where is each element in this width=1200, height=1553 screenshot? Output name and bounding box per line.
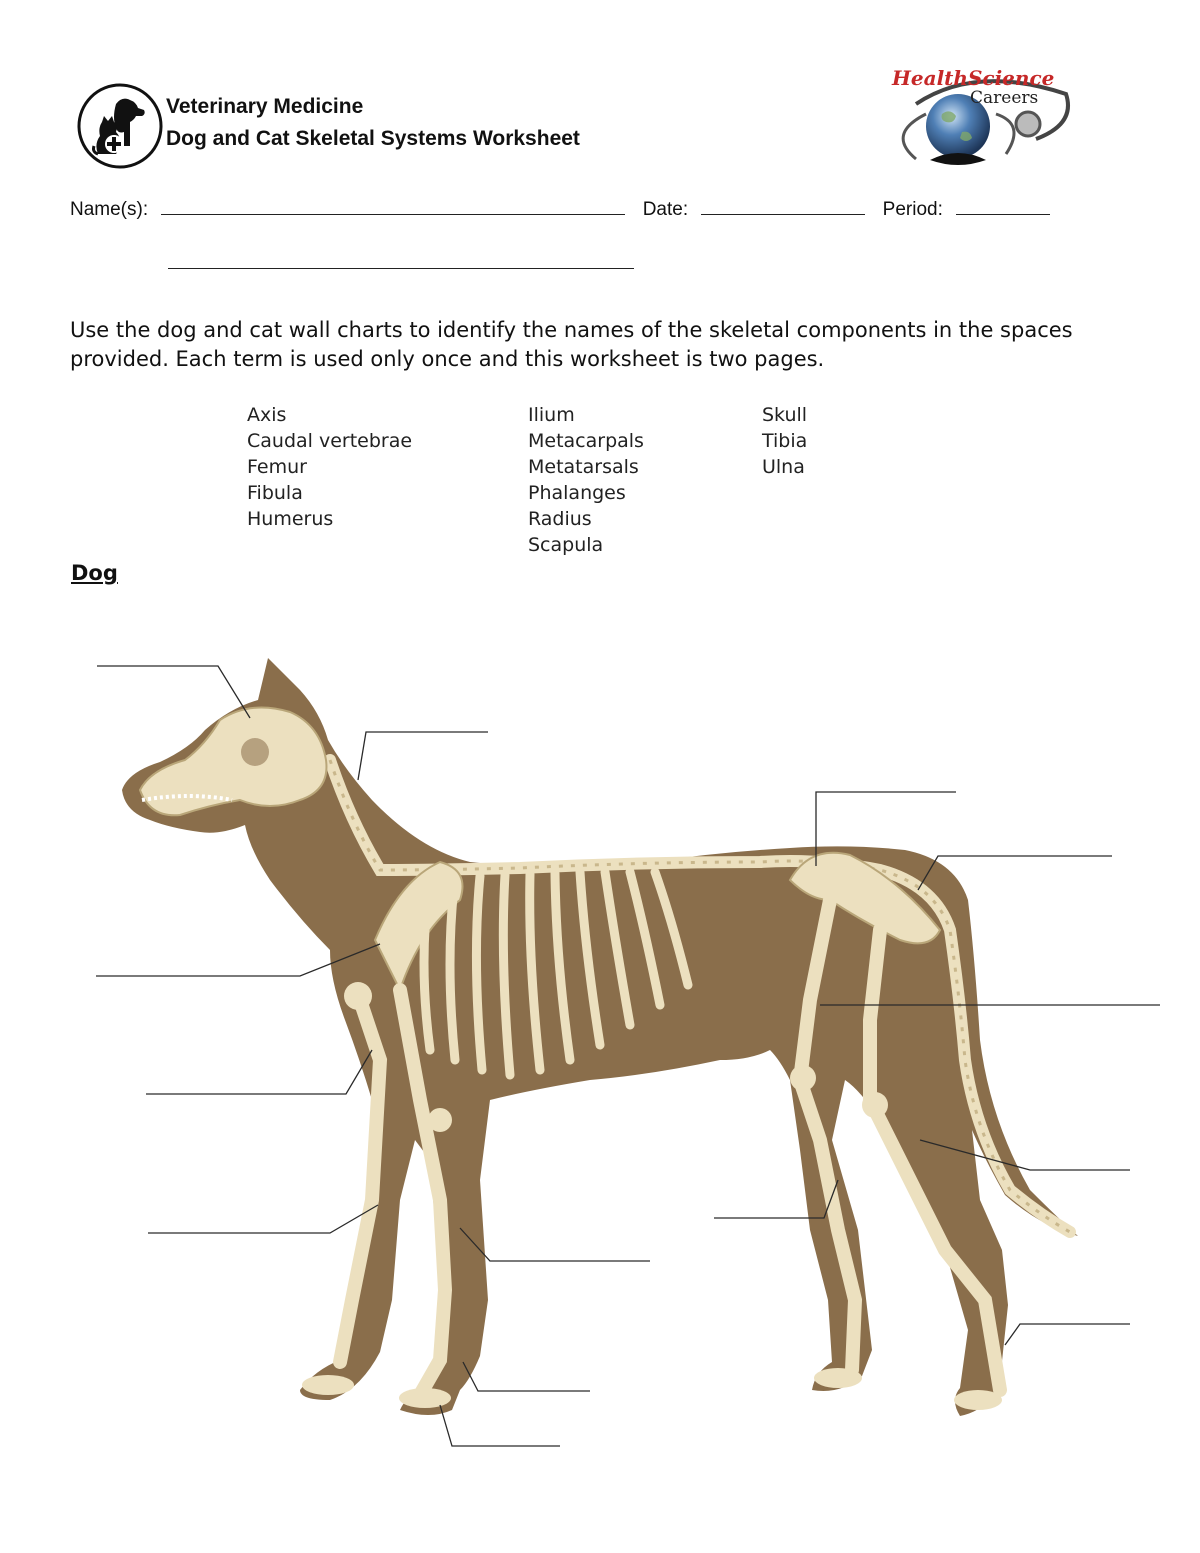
names-blank-second-line[interactable] <box>168 252 634 269</box>
course-title: Veterinary Medicine <box>166 95 364 118</box>
word-bank-term: Metatarsals <box>528 456 639 478</box>
label-line-radius <box>148 1205 378 1233</box>
instructions: Use the dog and cat wall charts to identify the names of the skeletal components in the spaces provided. Each term is used only once and this worksheet is two pages. <box>70 318 1073 371</box>
word-bank-column-2 <box>528 402 644 558</box>
word-bank-term: Femur <box>247 456 307 478</box>
label-line-metacarpals <box>463 1362 590 1391</box>
word-bank-term: Skull <box>762 404 808 426</box>
dog-paws <box>302 1368 1002 1410</box>
date-label: Date: <box>642 199 689 220</box>
names-label: Name(s): <box>70 199 149 220</box>
word-bank-term: Humerus <box>247 508 334 530</box>
word-bank-term: Ilium <box>528 404 575 426</box>
word-bank-term: Caudal vertebrae <box>247 430 413 452</box>
word-bank-term: Radius <box>528 508 592 530</box>
label-line-ulna <box>460 1228 650 1261</box>
health-science-careers-logo <box>886 64 1076 180</box>
label-line-skull <box>97 666 250 718</box>
word-bank-term: Metacarpals <box>528 430 644 452</box>
dog-skeleton-diagram <box>0 600 1200 1500</box>
word-bank-column-1 <box>247 402 412 532</box>
period-label: Period: <box>882 199 943 220</box>
label-line-axis <box>358 732 488 780</box>
logo-text-healthscience: HealthScience <box>892 66 1055 90</box>
word-bank-term: Scapula <box>528 534 604 556</box>
label-line-phalanges <box>440 1405 560 1446</box>
word-bank-term: Phalanges <box>528 482 626 504</box>
word-bank-term: Axis <box>247 404 287 426</box>
logo-text-careers: Careers <box>970 88 1039 108</box>
name-date-period-row <box>70 198 1050 221</box>
period-blank[interactable] <box>956 198 1050 215</box>
date-blank[interactable] <box>701 198 865 215</box>
section-label-dog: Dog <box>71 561 118 585</box>
word-bank-term: Tibia <box>762 430 808 452</box>
label-line-humerus <box>146 1050 372 1094</box>
label-line-metatarsals <box>1005 1324 1130 1345</box>
word-bank-column-3 <box>762 402 807 480</box>
word-bank-term: Fibula <box>247 482 303 504</box>
word-bank-term: Ulna <box>762 456 805 478</box>
names-blank[interactable] <box>161 198 625 215</box>
worksheet-title: Dog and Cat Skeletal Systems Worksheet <box>166 127 580 150</box>
veterinary-logo <box>76 82 164 170</box>
